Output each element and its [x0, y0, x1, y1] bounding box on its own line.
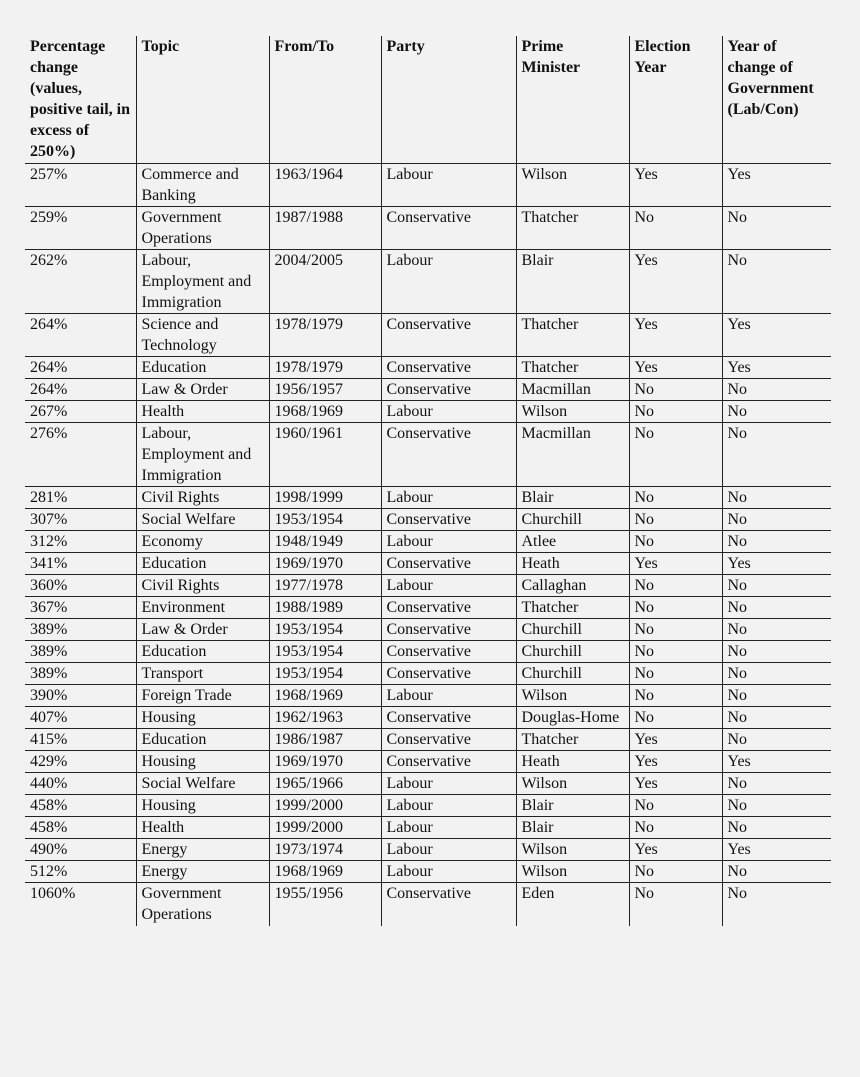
prime-minister-cell: Macmillan	[516, 379, 629, 401]
percentage-cell: 276%	[25, 423, 136, 487]
party-cell: Conservative	[381, 357, 516, 379]
topic-cell: Foreign Trade	[136, 685, 269, 707]
from-to-cell: 1969/1970	[269, 751, 381, 773]
table-row	[25, 250, 831, 314]
change-of-government-cell: Yes	[722, 357, 831, 379]
topic-cell: Government Operations	[136, 207, 269, 250]
party-cell: Labour	[381, 861, 516, 883]
topic-cell: Energy	[136, 861, 269, 883]
table-row	[25, 861, 831, 883]
from-to-cell: 1948/1949	[269, 531, 381, 553]
party-cell: Conservative	[381, 423, 516, 487]
topic-cell: Civil Rights	[136, 575, 269, 597]
election-year-cell: Yes	[629, 553, 722, 575]
table-row	[25, 597, 831, 619]
prime-minister-cell: Churchill	[516, 663, 629, 685]
party-cell: Labour	[381, 839, 516, 861]
prime-minister-cell: Blair	[516, 250, 629, 314]
from-to-cell: 1978/1979	[269, 314, 381, 357]
party-cell: Conservative	[381, 314, 516, 357]
election-year-cell: No	[629, 531, 722, 553]
election-year-cell: Yes	[629, 250, 722, 314]
prime-minister-cell: Churchill	[516, 509, 629, 531]
change-of-government-cell: No	[722, 685, 831, 707]
election-year-cell: No	[629, 597, 722, 619]
change-of-government-cell: No	[722, 795, 831, 817]
election-year-cell: No	[629, 641, 722, 663]
prime-minister-cell: Heath	[516, 751, 629, 773]
from-to-cell: 1953/1954	[269, 509, 381, 531]
table-row	[25, 663, 831, 685]
election-year-cell: No	[629, 509, 722, 531]
election-year-cell: Yes	[629, 164, 722, 207]
from-to-cell: 1953/1954	[269, 619, 381, 641]
topic-cell: Health	[136, 401, 269, 423]
table-row	[25, 795, 831, 817]
percentage-cell: 259%	[25, 207, 136, 250]
from-to-cell: 1978/1979	[269, 357, 381, 379]
election-year-cell: No	[629, 861, 722, 883]
topic-cell: Law & Order	[136, 619, 269, 641]
topic-cell: Science and Technology	[136, 314, 269, 357]
from-to-cell: 1953/1954	[269, 663, 381, 685]
header-election-year: Election Year	[629, 36, 722, 164]
topic-cell: Education	[136, 357, 269, 379]
change-of-government-cell: No	[722, 729, 831, 751]
percentage-cell: 407%	[25, 707, 136, 729]
prime-minister-cell: Blair	[516, 487, 629, 509]
percentage-cell: 389%	[25, 619, 136, 641]
change-of-government-cell: No	[722, 531, 831, 553]
from-to-cell: 1962/1963	[269, 707, 381, 729]
prime-minister-cell: Macmillan	[516, 423, 629, 487]
percentage-cell: 367%	[25, 597, 136, 619]
prime-minister-cell: Callaghan	[516, 575, 629, 597]
topic-cell: Housing	[136, 707, 269, 729]
change-of-government-cell: Yes	[722, 751, 831, 773]
prime-minister-cell: Wilson	[516, 401, 629, 423]
percentage-cell: 262%	[25, 250, 136, 314]
change-of-government-cell: No	[722, 773, 831, 795]
from-to-cell: 1987/1988	[269, 207, 381, 250]
topic-cell: Government Operations	[136, 883, 269, 927]
from-to-cell: 1956/1957	[269, 379, 381, 401]
election-year-cell: Yes	[629, 839, 722, 861]
change-of-government-cell: No	[722, 575, 831, 597]
table-row	[25, 164, 831, 207]
party-cell: Labour	[381, 575, 516, 597]
party-cell: Conservative	[381, 207, 516, 250]
party-cell: Labour	[381, 817, 516, 839]
table-row	[25, 379, 831, 401]
change-of-government-cell: No	[722, 641, 831, 663]
change-of-government-cell: Yes	[722, 164, 831, 207]
from-to-cell: 1960/1961	[269, 423, 381, 487]
prime-minister-cell: Wilson	[516, 773, 629, 795]
party-cell: Conservative	[381, 729, 516, 751]
percentage-cell: 415%	[25, 729, 136, 751]
topic-cell: Labour, Employment and Immigration	[136, 423, 269, 487]
party-cell: Conservative	[381, 883, 516, 927]
budget-change-table	[25, 36, 831, 926]
election-year-cell: No	[629, 575, 722, 597]
election-year-cell: No	[629, 207, 722, 250]
topic-cell: Commerce and Banking	[136, 164, 269, 207]
topic-cell: Social Welfare	[136, 509, 269, 531]
table-row	[25, 883, 831, 927]
topic-cell: Economy	[136, 531, 269, 553]
party-cell: Conservative	[381, 379, 516, 401]
election-year-cell: No	[629, 487, 722, 509]
topic-cell: Environment	[136, 597, 269, 619]
party-cell: Conservative	[381, 707, 516, 729]
table-row	[25, 707, 831, 729]
election-year-cell: No	[629, 401, 722, 423]
election-year-cell: No	[629, 795, 722, 817]
percentage-cell: 281%	[25, 487, 136, 509]
from-to-cell: 1953/1954	[269, 641, 381, 663]
table-row	[25, 423, 831, 487]
percentage-cell: 307%	[25, 509, 136, 531]
prime-minister-cell: Thatcher	[516, 207, 629, 250]
change-of-government-cell: No	[722, 250, 831, 314]
percentage-cell: 360%	[25, 575, 136, 597]
party-cell: Labour	[381, 487, 516, 509]
percentage-cell: 458%	[25, 795, 136, 817]
party-cell: Labour	[381, 164, 516, 207]
election-year-cell: No	[629, 685, 722, 707]
from-to-cell: 1968/1969	[269, 861, 381, 883]
topic-cell: Education	[136, 729, 269, 751]
topic-cell: Law & Order	[136, 379, 269, 401]
from-to-cell: 1968/1969	[269, 685, 381, 707]
prime-minister-cell: Heath	[516, 553, 629, 575]
percentage-cell: 1060%	[30, 885, 76, 902]
party-cell: Labour	[381, 531, 516, 553]
change-of-government-cell: No	[722, 597, 831, 619]
change-of-government-cell: Yes	[722, 839, 831, 861]
party-cell: Conservative	[381, 619, 516, 641]
party-cell: Conservative	[381, 553, 516, 575]
table-row	[25, 751, 831, 773]
prime-minister-cell: Blair	[516, 795, 629, 817]
table-row	[25, 531, 831, 553]
change-of-government-cell: Yes	[722, 314, 831, 357]
change-of-government-cell: No	[722, 487, 831, 509]
from-to-cell: 1955/1956	[269, 883, 381, 927]
from-to-cell: 1973/1974	[269, 839, 381, 861]
party-cell: Conservative	[381, 663, 516, 685]
header-topic: Topic	[136, 36, 269, 164]
percentage-cell: 429%	[25, 751, 136, 773]
prime-minister-cell: Churchill	[516, 641, 629, 663]
prime-minister-cell: Churchill	[516, 619, 629, 641]
table-row	[25, 817, 831, 839]
table-row	[25, 641, 831, 663]
percentage-cell: 389%	[25, 641, 136, 663]
party-cell: Conservative	[381, 509, 516, 531]
topic-cell: Civil Rights	[136, 487, 269, 509]
prime-minister-cell: Wilson	[516, 164, 629, 207]
table-row	[25, 729, 831, 751]
party-cell: Conservative	[381, 597, 516, 619]
change-of-government-cell: No	[722, 663, 831, 685]
party-cell: Labour	[381, 685, 516, 707]
table-row	[25, 839, 831, 861]
from-to-cell: 1977/1978	[269, 575, 381, 597]
table-header-row	[25, 36, 831, 164]
table-row	[25, 575, 831, 597]
percentage-cell: 389%	[25, 663, 136, 685]
election-year-cell: Yes	[629, 773, 722, 795]
percentage-cell: 264%	[25, 357, 136, 379]
election-year-cell: No	[629, 817, 722, 839]
change-of-government-cell: No	[722, 619, 831, 641]
header-prime-minister: Prime Minister	[516, 36, 629, 164]
party-cell: Labour	[381, 773, 516, 795]
change-of-government-cell: No	[722, 379, 831, 401]
election-year-cell: Yes	[629, 314, 722, 357]
election-year-cell: No	[629, 663, 722, 685]
prime-minister-cell: Thatcher	[516, 314, 629, 357]
percentage-cell: 341%	[25, 553, 136, 575]
prime-minister-cell: Thatcher	[516, 357, 629, 379]
topic-cell: Education	[136, 641, 269, 663]
from-to-cell: 1965/1966	[269, 773, 381, 795]
from-to-cell: 1986/1987	[269, 729, 381, 751]
change-of-government-cell: Yes	[722, 553, 831, 575]
prime-minister-cell: Thatcher	[516, 729, 629, 751]
party-cell: Conservative	[381, 751, 516, 773]
header-party: Party	[381, 36, 516, 164]
table-body	[25, 164, 831, 927]
table-row	[25, 685, 831, 707]
change-of-government-cell: No	[722, 423, 831, 487]
prime-minister-cell: Wilson	[516, 685, 629, 707]
topic-cell: Housing	[136, 795, 269, 817]
table-row	[25, 357, 831, 379]
election-year-cell: No	[629, 707, 722, 729]
from-to-cell: 1998/1999	[269, 487, 381, 509]
election-year-cell: Yes	[629, 357, 722, 379]
topic-cell: Housing	[136, 751, 269, 773]
table-row	[25, 619, 831, 641]
party-cell: Labour	[381, 250, 516, 314]
prime-minister-cell: Blair	[516, 817, 629, 839]
change-of-government-cell: No	[722, 707, 831, 729]
prime-minister-cell: Eden	[516, 883, 629, 927]
table-row	[25, 314, 831, 357]
header-percentage-change: Percentage change (values, positive tail, in excess of 250%)	[25, 36, 136, 164]
table-row	[25, 401, 831, 423]
from-to-cell: 1968/1969	[269, 401, 381, 423]
from-to-cell: 1999/2000	[269, 817, 381, 839]
percentage-cell: 264%	[25, 379, 136, 401]
change-of-government-cell: No	[722, 401, 831, 423]
from-to-cell: 1999/2000	[269, 795, 381, 817]
table-row	[25, 207, 831, 250]
topic-cell: Social Welfare	[136, 773, 269, 795]
percentage-cell: 490%	[25, 839, 136, 861]
from-to-cell: 1963/1964	[269, 164, 381, 207]
percentage-cell: 458%	[25, 817, 136, 839]
prime-minister-cell: Atlee	[516, 531, 629, 553]
prime-minister-cell: Wilson	[516, 861, 629, 883]
change-of-government-cell: No	[722, 817, 831, 839]
election-year-cell: Yes	[629, 751, 722, 773]
topic-cell: Energy	[136, 839, 269, 861]
table-row	[25, 773, 831, 795]
election-year-cell: No	[629, 379, 722, 401]
party-cell: Conservative	[381, 641, 516, 663]
table-row	[25, 553, 831, 575]
topic-cell: Health	[136, 817, 269, 839]
header-from-to: From/To	[269, 36, 381, 164]
percentage-cell: 440%	[25, 773, 136, 795]
party-cell: Labour	[381, 401, 516, 423]
percentage-cell: 512%	[25, 861, 136, 883]
change-of-government-cell: No	[722, 861, 831, 883]
party-cell: Labour	[381, 795, 516, 817]
from-to-cell: 1988/1989	[269, 597, 381, 619]
topic-cell: Labour, Employment and Immigration	[136, 250, 269, 314]
table-row	[25, 509, 831, 531]
percentage-cell: 257%	[25, 164, 136, 207]
from-to-cell: 2004/2005	[269, 250, 381, 314]
prime-minister-cell: Thatcher	[516, 597, 629, 619]
topic-cell: Transport	[136, 663, 269, 685]
percentage-cell: 264%	[25, 314, 136, 357]
percentage-cell: 390%	[25, 685, 136, 707]
header-change-of-government: Year of change of Government (Lab/Con)	[722, 36, 831, 164]
percentage-cell: 312%	[25, 531, 136, 553]
topic-cell: Education	[136, 553, 269, 575]
prime-minister-cell: Wilson	[516, 839, 629, 861]
change-of-government-cell: No	[722, 883, 831, 927]
election-year-cell: Yes	[629, 729, 722, 751]
percentage-cell: 267%	[25, 401, 136, 423]
change-of-government-cell: No	[722, 207, 831, 250]
table-row	[25, 487, 831, 509]
change-of-government-cell: No	[722, 509, 831, 531]
from-to-cell: 1969/1970	[269, 553, 381, 575]
election-year-cell: No	[629, 883, 722, 927]
prime-minister-cell: Douglas-Home	[516, 707, 629, 729]
election-year-cell: No	[629, 619, 722, 641]
election-year-cell: No	[629, 423, 722, 487]
